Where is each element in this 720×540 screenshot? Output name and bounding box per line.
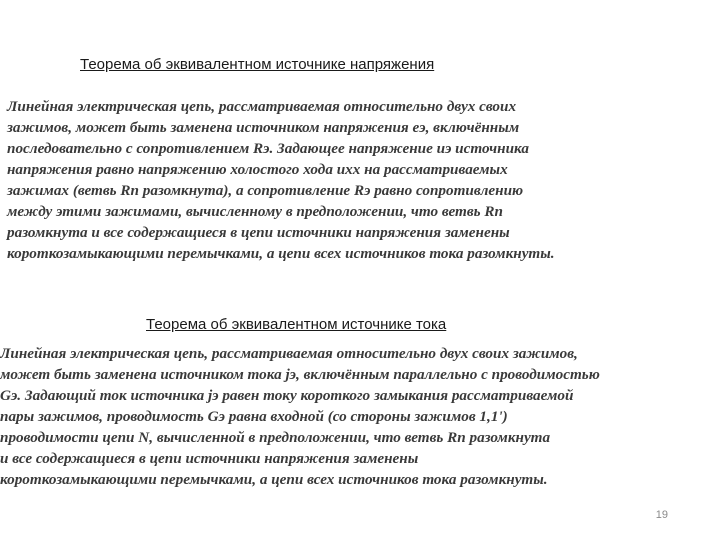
section1-line: разомкнута и все содержащиеся в цепи источники напряжения заменены	[7, 224, 510, 241]
section2-line: Линейная электрическая цепь, рассматриваемая относительно двух своих зажимов,	[0, 345, 578, 362]
section1-line: Линейная электрическая цепь, рассматриваемая относительно двух своих	[7, 98, 517, 115]
section2-line: проводимости цепи N, вычисленной в предположении, что ветвь Rп разомкнута	[0, 429, 551, 446]
section1-line: последовательно с сопротивлением Rэ. Задающее напряжение uэ источника	[7, 140, 529, 157]
section1-line: напряжения равно напряжению холостого хода uxx на рассматриваемых	[7, 161, 508, 178]
section2-line: может быть заменена источником тока jэ, включённым параллельно с проводимостью	[0, 366, 600, 383]
section2-line: и все содержащиеся в цепи источники напряжения заменены	[0, 450, 419, 467]
section2-line: Gэ. Задающий ток источника jэ равен току короткого замыкания рассматриваемой	[0, 387, 574, 404]
section2-paragraph	[0, 343, 600, 490]
section2-line: короткозамыкающими перемычками, а цепи всех источников тока разомкнуты.	[0, 471, 548, 488]
section1-line: зажимов, может быть заменена источником напряжения eэ, включённым	[7, 119, 520, 136]
section1-line: между этими зажимами, вычисленному в предположении, что ветвь Rп	[7, 203, 503, 220]
section1-line: короткозамыкающими перемычками, а цепи всех источников тока разомкнуты.	[7, 245, 555, 262]
section1-line: зажимах (ветвь Rп разомкнута), а сопротивление Rэ равно сопротивлению	[7, 182, 524, 199]
section1-title: Теорема об эквивалентном источнике напряжения	[80, 56, 435, 73]
page-number: 19	[655, 509, 668, 521]
section2-title: Теорема об эквивалентном источнике тока	[146, 316, 447, 333]
section1-paragraph	[7, 96, 555, 264]
section2-line: пары зажимов, проводимость Gэ равна входной (со стороны зажимов 1,1')	[0, 408, 508, 425]
